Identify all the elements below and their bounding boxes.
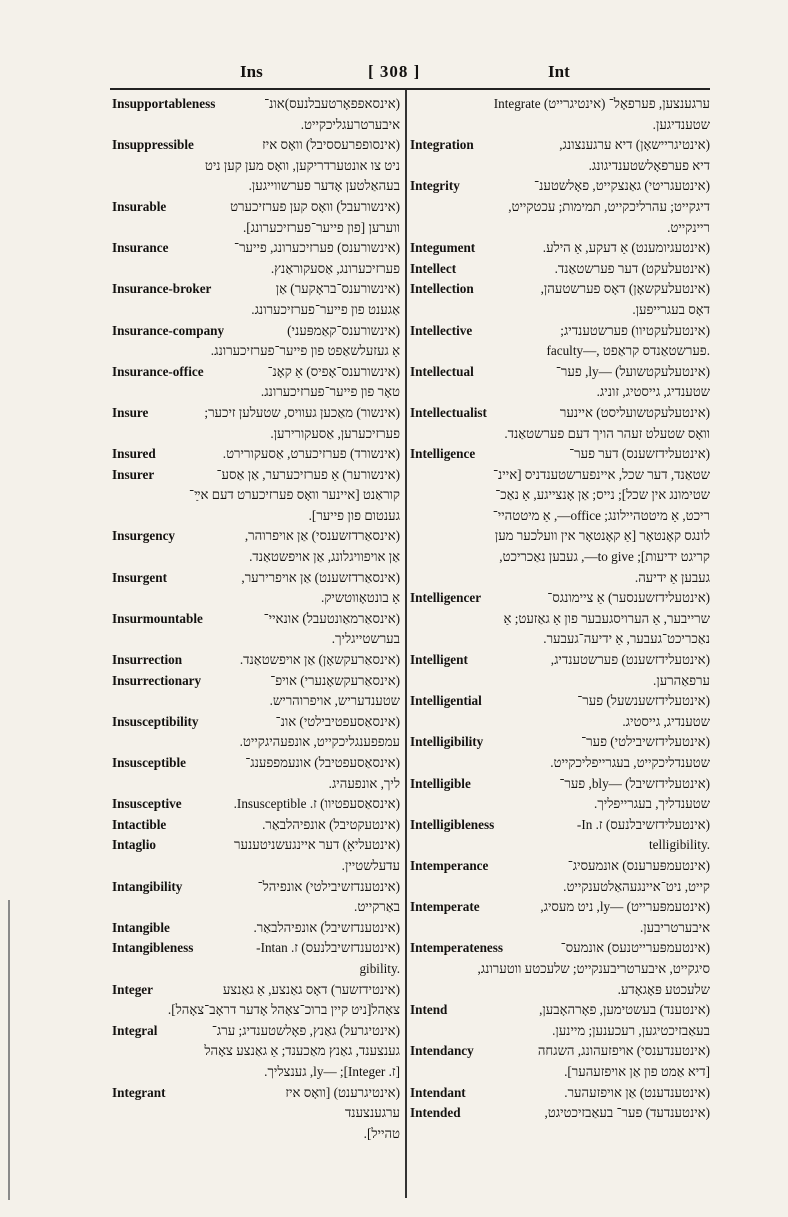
headword: Intelligential	[410, 693, 482, 709]
entry-first-line	[112, 238, 400, 259]
headword: Intendant	[410, 1084, 466, 1100]
headword: Intelligibleness	[410, 816, 495, 832]
definition-text: (אינשורענס) פערזיכערונג, פייער־	[234, 240, 400, 256]
headword: Intelligence	[410, 446, 476, 462]
entry-first-line	[410, 650, 710, 671]
definition-text: (אינטעליאָ) דער איינגעשניטענער	[234, 837, 400, 853]
dictionary-entry	[112, 794, 400, 815]
headword: Insurance-broker	[112, 281, 212, 297]
dictionary-entry	[112, 671, 400, 712]
dictionary-entry	[112, 94, 400, 135]
definition-line: בעהאַלטען אָדער פערשווייגען.	[248, 178, 400, 194]
definition-line: צאָהל[ניט קיין ברוכ־צאָהל אָדער דראָב־צאָהל].	[167, 1002, 400, 1018]
entry-first-line	[112, 877, 400, 898]
definition-line: אַן אויפוויגלונג, אַן אויפשטאַנד.	[249, 549, 400, 565]
entry-first-line	[112, 712, 400, 733]
headword: Intelligibility	[410, 734, 484, 750]
dictionary-entry	[112, 197, 400, 238]
definition-line: וואָס שטעלט זעהר הויך דעם פערשטאַנד.	[504, 425, 710, 441]
definition-line: עדעלשטיין.	[341, 857, 400, 873]
dictionary-entry	[112, 877, 400, 918]
definition-line: faculty—, פערשטאַנדס קראַפט.	[546, 343, 710, 359]
margin-line	[8, 900, 10, 1200]
headword: Intellectual	[410, 363, 474, 379]
entry-first-line	[410, 588, 710, 609]
dictionary-entry	[410, 732, 710, 773]
entry-first-line	[112, 135, 400, 156]
definition-text: (אינסאַרעקשאָן) אַן אויפשטאַנד.	[239, 652, 400, 668]
definition-text: (אינשורענס־אָפיס) אַ קאָנ־	[267, 363, 400, 379]
definition-line: טאָר פון פייער־פערזיכערונג.	[260, 384, 400, 400]
headword: Intangibleness	[112, 940, 194, 956]
definition-text: (אינשור) מאַכען געוויס, שטעלען זיכער;	[204, 404, 400, 420]
dictionary-entry	[410, 279, 710, 320]
definition-text: (אינסאַסעפטיוו) ז. Insusceptible.	[233, 796, 400, 812]
dictionary-entry	[112, 444, 400, 465]
entry-first-line	[112, 609, 400, 630]
dictionary-entry	[112, 403, 400, 444]
definition-line: דיגקייט; עהרליכקייט, תמימות; עכטקייט,	[508, 198, 710, 214]
definition-text: (אינטעלידזשענשעל) פער־	[577, 693, 710, 709]
headword: Integer	[112, 981, 154, 997]
entry-first-line	[410, 238, 710, 259]
definition-line: פערזיכערען, אַסעקורירען.	[270, 425, 400, 441]
dictionary-entry	[410, 856, 710, 897]
definition-text: (אינשורענס־קאַמפּעני)	[287, 322, 400, 338]
headword: Insurance-company	[112, 322, 225, 338]
dictionary-entry	[410, 238, 710, 259]
definition-text: (אינטענדענסי) אויפזעהונג, השגחה	[537, 1043, 710, 1059]
definition-text: (אינטיגרענט) [וואָס איז	[285, 1084, 400, 1100]
dictionary-entry	[410, 938, 710, 1000]
headword: Insusceptible	[112, 755, 187, 770]
definition-line: באַרקייט.	[354, 899, 400, 915]
entry-first-line	[410, 774, 710, 795]
definition-text: (אינטעלידזשיבל) —bly, פער־	[559, 775, 710, 791]
header-right-guide-word: Int	[548, 62, 570, 81]
definition-text: (אינטעלעקשאָן) דאָס פערשטעהן,	[540, 281, 710, 297]
definition-text: (אינטעמפּערענס) אונמעסיג־	[567, 857, 710, 873]
entry-first-line	[410, 135, 710, 156]
definition-line: [ז. Integer]; —ly, גענצליך.	[264, 1063, 400, 1079]
definition-line: דאָס בעגרייפען.	[632, 301, 710, 317]
dictionary-entry	[112, 568, 400, 609]
dictionary-entry	[112, 238, 400, 279]
entry-first-line	[410, 279, 710, 300]
entry-first-line	[410, 403, 710, 424]
entry-first-line	[112, 938, 400, 959]
definition-line: בעאַבזיכטיגען, רעכענען; מיינען.	[552, 1022, 710, 1038]
dictionary-entry	[112, 362, 400, 403]
definition-line: ערגענצענד	[344, 1105, 400, 1121]
definition-line: עמפפענגליכקייט, אונפעהיגקייט.	[239, 734, 400, 750]
dictionary-entry	[410, 815, 710, 856]
dictionary-entry	[112, 279, 400, 320]
entry-first-line	[112, 465, 400, 486]
entry-first-line	[112, 794, 400, 815]
headword: Insusceptibility	[112, 713, 199, 729]
entry-first-line	[410, 732, 710, 753]
entry-first-line	[410, 691, 710, 712]
definition-line: ערפאַהרען.	[653, 672, 710, 688]
dictionary-entry	[410, 362, 710, 403]
page-number: [ 308 ]	[368, 62, 421, 81]
definition-line: ריכט, אַ מיטטהיילונג; office—, אַ מיטטהיי־	[492, 507, 710, 523]
entry-first-line	[112, 444, 400, 465]
entry-first-line	[410, 176, 710, 197]
entry-first-line	[112, 1083, 400, 1104]
definition-line: gibility.	[359, 960, 400, 976]
headword: Intellective	[410, 322, 473, 338]
definition-line: ניט צו אונטערדריקען, וואָס מען קען ניט	[204, 157, 400, 173]
definition-text: (אינטענדענט) אַן אויפזעהער.	[564, 1084, 710, 1100]
definition-text: (אינסאַרעקשאָנערי) אויפ־	[270, 672, 400, 688]
headword: Integration	[410, 137, 474, 153]
entry-first-line	[112, 835, 400, 856]
headword: Insuppressible	[112, 137, 194, 153]
definition-text: (אינטעלעקט) דער פערשטאַנד.	[554, 260, 710, 276]
headword: Intaglio	[112, 837, 156, 853]
dictionary-entry	[410, 94, 710, 135]
left-column	[112, 94, 400, 1199]
definition-text: (אינטעלידזשענט) פערשטענדיג,	[550, 652, 710, 668]
entry-first-line	[410, 259, 710, 280]
definition-text: (אינטענדזשיבילטי) אונפיהל־	[257, 878, 400, 894]
definition-text: (אינטענד) בעשטימען, פאָרהאָבען,	[539, 1002, 710, 1018]
definition-line: שטאַנד, דער שכל, איינפערשטענדניס [איינ־	[492, 466, 710, 482]
dictionary-entry	[112, 815, 400, 836]
entry-first-line	[112, 980, 400, 1001]
headword: Intemperateness	[410, 940, 504, 956]
entry-first-line	[112, 321, 400, 342]
definition-text: (אינטענדזשיבלנעס) ז. Intan-	[256, 940, 400, 956]
dictionary-entry	[410, 1000, 710, 1041]
definition-line: געבען אַ ידיעה.	[634, 569, 710, 585]
headword: Insure	[112, 404, 149, 420]
definition-text: (אינטעגיומענט) אַ דעקע, אַ הילע.	[542, 240, 710, 256]
headword: Insurgent	[112, 569, 167, 585]
definition-line: טהייל].	[363, 1125, 400, 1141]
definition-text: (אינסאַסעפטיבילטי) אונ־	[275, 713, 400, 729]
definition-line: שרייבער, אַ הערויסגעבער פון אַ גאַזעט; אַ	[503, 610, 710, 626]
definition-text: (אינטידזשער) דאָס גאַנצע, אַ גאַנצע	[222, 981, 400, 997]
definition-text: (אינשורד) פערזיכערט, אַסעקורירט.	[222, 446, 400, 462]
definition-line: שלעכטע פּאָגאָדע.	[617, 981, 710, 997]
definition-text: (אינטעלידזשיבילטי) פער־	[581, 734, 710, 750]
headword: Insupportableness	[112, 96, 216, 111]
dictionary-entry	[112, 1083, 400, 1124]
definition-text: (אינסאַסעפטיבל) אונעמפפענג־	[245, 755, 400, 770]
headword: Intelligent	[410, 652, 468, 668]
dictionary-entry	[112, 918, 400, 939]
definition-line: ערגענצען, פערפאָל־ (אינטיגרייט) Integrate	[493, 96, 710, 111]
headword: Intemperance	[410, 857, 489, 873]
definition-text: (אינטעמפּערייט) —ly, ניט מעסיג,	[540, 899, 710, 915]
dictionary-entry	[112, 650, 400, 671]
definition-text: (אינטעלעקטשועל) —ly, פער־	[555, 363, 710, 379]
definition-text: (אינטעקטיבל) אונפיהלבאַר.	[262, 816, 400, 832]
dictionary-entry	[410, 774, 710, 815]
dictionary-entry	[112, 135, 400, 197]
dictionary-entry	[410, 650, 710, 691]
dictionary-entry	[112, 1124, 400, 1145]
dictionary-entry	[112, 321, 400, 362]
headword: Insusceptive	[112, 796, 182, 812]
headword: Intellection	[410, 281, 474, 297]
entry-first-line	[410, 1083, 710, 1104]
headword: Insurer	[112, 466, 155, 482]
definition-line: קוראַנט [איינער וואָס פערזיכערט דעם אײַ־	[189, 487, 400, 503]
entry-first-line	[112, 568, 400, 589]
entry-first-line	[410, 362, 710, 383]
entry-first-line	[112, 650, 400, 671]
definition-text: (אינטיגרעל) גאַנץ, פאָלשטענדיג; ערג־	[211, 1022, 400, 1038]
definition-line: אַ בונטאָווטשיק.	[321, 590, 400, 606]
entry-first-line	[410, 321, 710, 342]
definition-text: (אינסאפפאָרטעבלנעס)אונ־	[264, 96, 400, 111]
headword: Insurrectionary	[112, 672, 202, 688]
definition-text: (אינסופפרעססיבל) וואָס איז	[262, 137, 400, 153]
headword: Integrant	[112, 1084, 166, 1100]
dictionary-entry	[410, 1103, 710, 1124]
dictionary-entry	[410, 176, 710, 238]
definition-text: (אינסאַרדזשענט) אַן אויפרירער,	[241, 569, 400, 585]
dictionary-entry	[410, 691, 710, 732]
definition-text: (אינסאַרדזשענסי) אַן אויפרוהר,	[244, 528, 400, 544]
definition-text: (אינטעלידזשענסער) אַ ציימונגס־	[547, 590, 710, 606]
definition-line: שטענדיג, גייסטיג, זוניג.	[596, 384, 710, 400]
definition-line: פערזיכערונג, אַסעקוראַנץ.	[270, 260, 400, 276]
dictionary-entry	[112, 609, 400, 650]
header-left-guide-word: Ins	[240, 62, 263, 81]
definition-line: דיא פערפאָלשטענדיגונג.	[588, 157, 710, 173]
entry-first-line	[410, 897, 710, 918]
definition-line: ליך, אונפעהיג.	[328, 775, 400, 791]
definition-text: (אינטעלעקטיוו) פערשטענדיג;	[560, 322, 710, 338]
definition-line: גענטום פון פייער].	[308, 507, 400, 523]
headword: Intellect	[410, 260, 457, 276]
definition-line: קייט, ניט־איינגעהאַלטענקייט.	[563, 878, 710, 894]
headword: Integument	[410, 240, 476, 256]
headword: Intelligencer	[410, 590, 482, 606]
header-rule	[110, 88, 710, 90]
definition-line: ווערען [פון פייער־פערזיכערונג].	[242, 219, 400, 235]
entry-first-line	[410, 815, 710, 836]
definition-text: (אינטעלעקטשועליסט) איינער	[559, 404, 710, 420]
headword: Insurance-office	[112, 363, 204, 379]
dictionary-entry	[112, 1021, 400, 1083]
entry-first-line	[112, 918, 400, 939]
definition-text: (אינשורעבל) וואָס קען פערזיכערט	[230, 198, 400, 214]
definition-line: נאַכריכט־געבער, אַ ידיעה־געבער.	[543, 631, 710, 647]
headword: Intemperate	[410, 899, 480, 915]
entry-first-line	[410, 1103, 710, 1124]
headword: Insurance	[112, 240, 169, 256]
entry-first-line	[112, 753, 400, 774]
dictionary-entry	[410, 897, 710, 938]
definition-line: שטענדליך, בעגרייפליך.	[594, 796, 710, 812]
entry-first-line	[112, 671, 400, 692]
dictionary-entry	[410, 135, 710, 176]
headword: Integrity	[410, 178, 460, 194]
dictionary-entry	[410, 259, 710, 280]
definition-line: לונגס קאָנטאָר [אַ קאָנטאָר אין וועלכער מען	[494, 528, 710, 544]
definition-line: איבערטריבען.	[639, 919, 710, 935]
definition-line: שטענדיגען.	[652, 116, 710, 132]
headword: Insurrection	[112, 652, 183, 668]
entry-first-line	[112, 815, 400, 836]
definition-line: איבערטרעגליכקייט.	[300, 116, 400, 132]
column-divider	[405, 90, 407, 1198]
headword: Insurable	[112, 198, 167, 214]
dictionary-entry	[112, 835, 400, 876]
definition-line: שטענדעריש, אויפרוהריש.	[269, 693, 400, 709]
entry-first-line	[112, 362, 400, 383]
dictionary-entry	[112, 526, 400, 567]
dictionary-entry	[410, 588, 710, 650]
definition-line: ריינקייט.	[667, 219, 710, 235]
definition-line: [דיא אַמט פון אַן אויפזעהער].	[564, 1063, 710, 1079]
definition-line: אַ געזעלשאַפט פון פייער־פערזיכערונג.	[210, 343, 400, 359]
definition-text: (אינטענדעד) פער־ בעאַבזיכטיגט,	[544, 1105, 710, 1121]
headword: Intend	[410, 1002, 448, 1018]
definition-text: (אינטעלידזשענס) דער פער־	[569, 446, 710, 462]
headword: Intelligible	[410, 775, 471, 791]
definition-line: שטימונג אין שכל]; נייס; אַן אָנצייגע, אַ נאַכ־	[495, 487, 710, 503]
definition-text: (אינטעמפּערייטנעס) אונמעס־	[560, 940, 710, 956]
definition-line: בערשטייגליך.	[331, 631, 400, 647]
definition-line: telligibility.	[648, 837, 710, 853]
definition-text: (אינטעלידזשיבלנעס) ז. In-	[576, 816, 710, 832]
dictionary-entry	[112, 980, 400, 1021]
definition-line: שטענדליכקייט, בעגרייפליכקייט.	[550, 755, 710, 770]
headword: Intangibility	[112, 878, 183, 894]
definition-line: קריגט ידיעות]; to give—, געבען נאַכריכט,	[499, 549, 710, 565]
page-header	[0, 58, 788, 88]
right-column	[410, 94, 710, 1199]
definition-text: (אינשורער) אַ פערזיכערער, אַן אַסע־	[216, 466, 400, 482]
definition-text: (אינסאַרמאַונטעבל) אונאיי־	[263, 610, 400, 626]
headword: Insured	[112, 446, 156, 462]
entry-first-line	[112, 1021, 400, 1042]
dictionary-entry	[410, 321, 710, 362]
entry-first-line	[112, 197, 400, 218]
headword: Insurmountable	[112, 610, 203, 626]
definition-text: (אינטענדזשיבל) אונפיהלבאַר.	[253, 919, 400, 935]
headword: Intangible	[112, 919, 170, 935]
definition-text: (אינשורענס־בראָקער) אַן	[275, 281, 400, 297]
entry-first-line	[112, 526, 400, 547]
entry-first-line	[410, 1041, 710, 1062]
headword: Intendancy	[410, 1043, 474, 1059]
definition-line: אַגענט פון פייער־פערזיכערונג.	[251, 301, 400, 317]
definition-text: (אינטיגריישאָן) דיא ערגענצונג,	[559, 137, 710, 153]
dictionary-entry	[410, 403, 710, 444]
dictionary-entry	[112, 753, 400, 794]
entry-first-line	[410, 1000, 710, 1021]
entry-first-line	[112, 279, 400, 300]
dictionary-entry	[410, 444, 710, 588]
headword: Intellectualist	[410, 404, 487, 420]
definition-line: שטענדיג, גייסטיג.	[622, 713, 710, 729]
definition-line: גענצענד, גאַנץ מאַכענד; אַ גאַנצע צאָהל	[204, 1043, 400, 1059]
dictionary-entry	[112, 938, 400, 979]
dictionary-entry	[410, 1083, 710, 1104]
entry-first-line	[410, 444, 710, 465]
definition-line: סיגקייט, איבערטריבענקייט; שלעכטע ווטערונג,	[477, 960, 710, 976]
headword: Integral	[112, 1022, 158, 1038]
entry-first-line	[112, 403, 400, 424]
definition-text: (אינטעגריטי) גאַנצקייט, פאָלשטענ־	[534, 178, 710, 194]
headword: Intended	[410, 1105, 461, 1121]
headword: Insurgency	[112, 528, 176, 544]
entry-first-line	[112, 94, 400, 115]
dictionary-entry	[410, 1041, 710, 1082]
entry-first-line	[410, 938, 710, 959]
dictionary-entry	[112, 465, 400, 527]
entry-first-line	[410, 856, 710, 877]
headword: Intactible	[112, 816, 167, 832]
dictionary-entry	[112, 712, 400, 753]
